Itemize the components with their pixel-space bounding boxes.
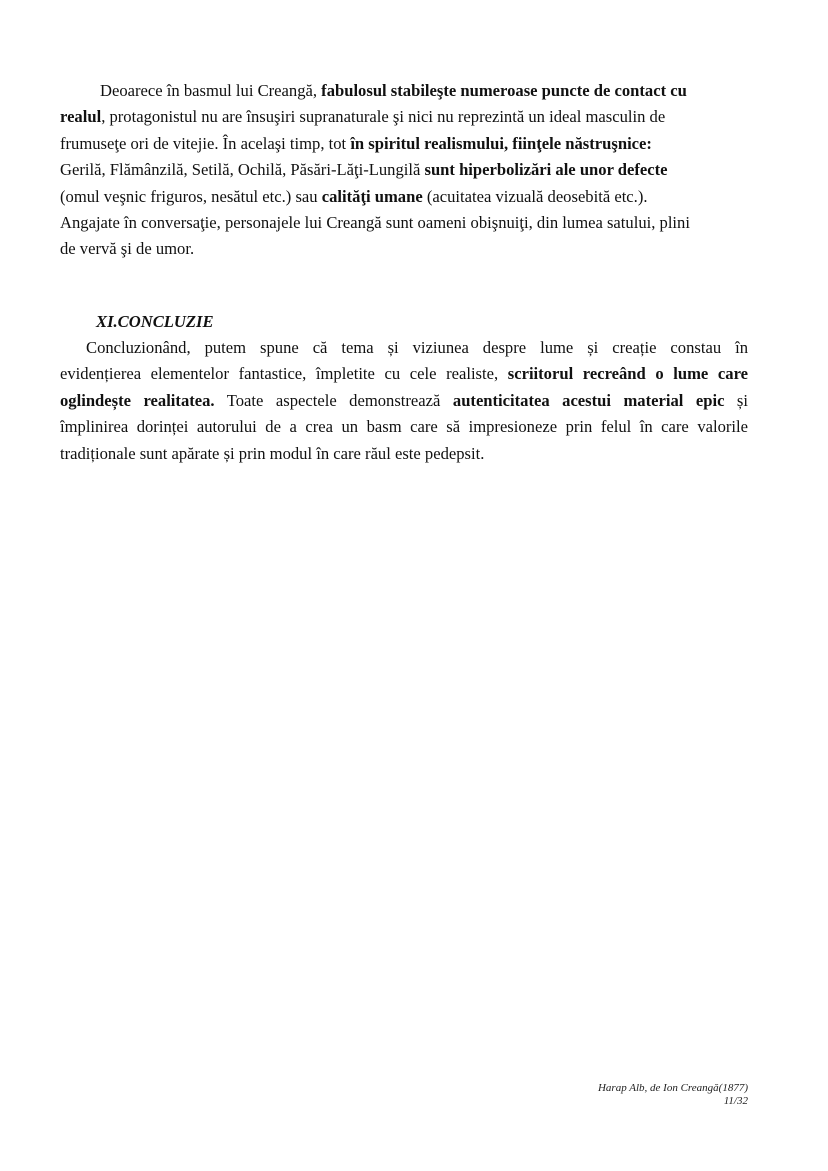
text-line [60,236,748,262]
text-run: Angajate în conversaţie, personajele lui Creangă sunt oameni obişnuiţi, din lumea satului, plini [60,212,690,232]
text-run: Deoarece în basmul lui Creangă, [100,81,322,100]
text-run: evidențierea elementelor fantastice, împletite cu cele realiste, [60,364,508,384]
paragraph-conclusion [60,335,748,467]
bold-text: sunt hiperbolizări ale unor defecte [424,160,668,180]
bold-text: fabulosul stabileşte numeroase puncte de contact cu [321,81,687,100]
text-line [60,131,748,157]
page-number: 11/32 [723,1095,748,1107]
section-heading: XI.CONCLUZIE [96,312,214,331]
text-line [60,210,748,236]
text-run: Gerilă, Flămânzilă, Setilă, Ochilă, Păsări-Lăţi-Lungilă [60,160,425,180]
text-run: împlinirea dorinței autorului de a crea un basm care să impresioneze prin felul în care valorile [60,417,748,437]
text-line [60,157,748,183]
paragraph-intro [60,78,748,263]
text-run: (omul veşnic friguros, nesătul etc.) sau [60,186,322,206]
text-run: frumuseţe ori de vitejie. În acelaşi timp, tot [60,133,351,153]
text-line [60,78,748,104]
text-line [60,184,748,210]
text-run: Toate aspectele demonstrează [214,390,453,410]
page-footer [598,1082,748,1108]
text-line [60,361,748,387]
text-line [60,104,748,130]
bold-text: în spiritul realismului, fiinţele năstruşnice: [350,133,652,153]
text-line [60,335,748,361]
text-run: (acuitatea vizuală deosebită etc.). [422,186,648,206]
footer-title: Harap Alb, de Ion Creangă(1877) [597,1082,748,1094]
text-line [60,388,748,414]
text-run: Concluzionând, putem spune că tema și viziunea despre lume și creație constau în [86,338,748,357]
text-run: și [724,390,748,410]
bold-text: calităţi umane [321,186,423,206]
bold-text: scriitorul recreând o lume care [507,364,748,384]
bold-text: autenticitatea acestui material epic [452,390,725,410]
bold-text: realul [60,107,102,127]
text-run: , protagonistul nu are însuşiri supranaturale şi nici nu reprezintă un ideal masculin de [101,107,666,127]
bold-text: oglindește realitatea. [60,390,215,410]
text-run: de vervă şi de umor. [60,239,195,259]
text-line [60,414,748,440]
text-line [60,441,748,467]
text-run: tradiționale sunt apărate și prin modul în care răul este pedepsit. [60,443,485,463]
